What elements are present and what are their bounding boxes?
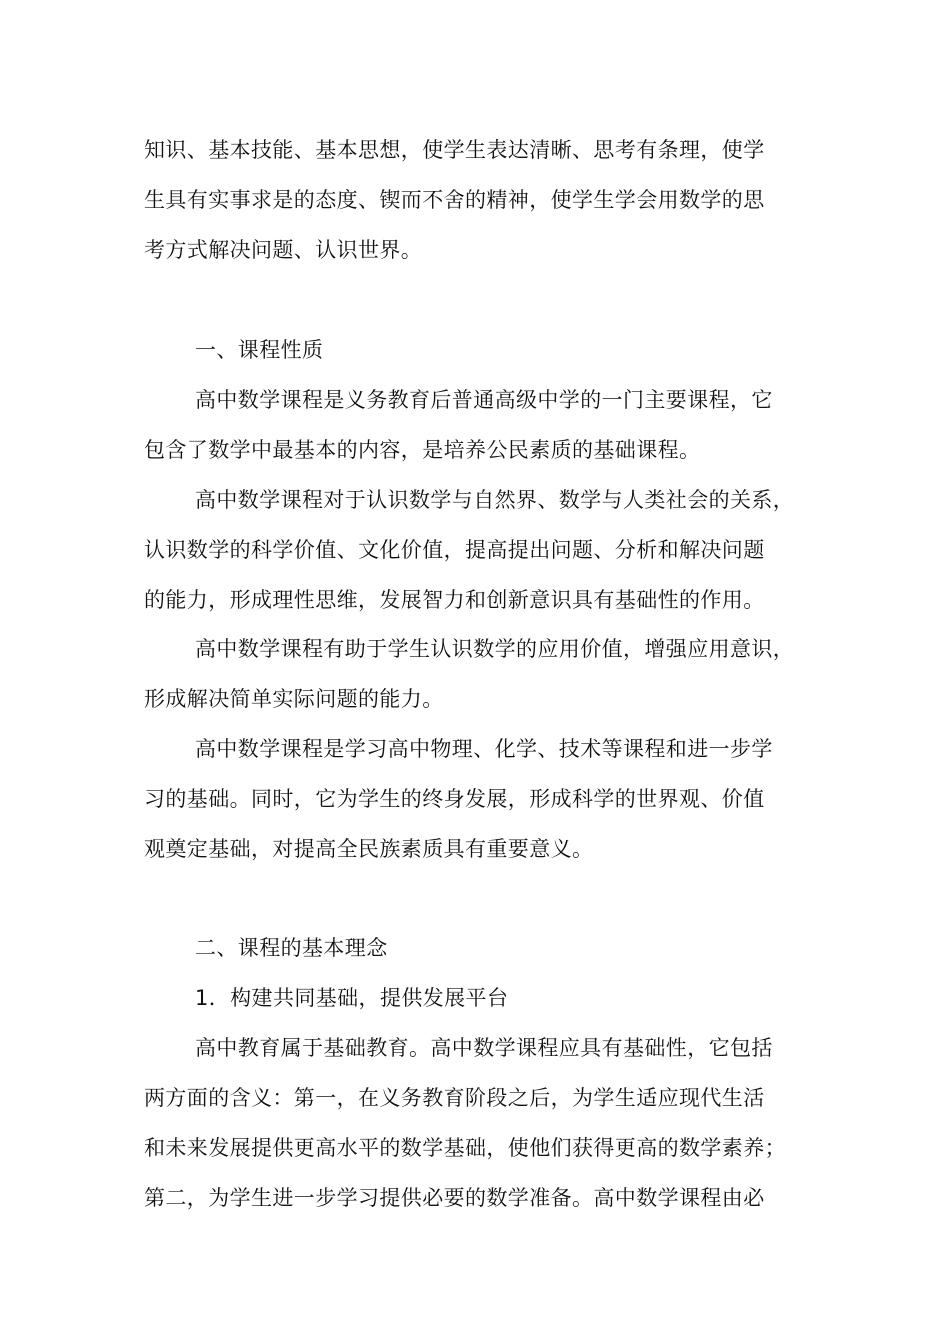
s1-p1-line-2: 包含了数学中最基本的内容，是培养公民素质的基础课程。 [144,438,701,462]
s2-p1-line-1: 高中教育属于基础教育。高中数学课程应具有基础性，它包括 [195,1036,773,1060]
s1-p3-line-2: 形成解决简单实际问题的能力。 [144,687,444,711]
s1-p2-line-2: 认识数学的科学价值、文化价值，提高提出问题、分析和解决问题 [144,538,765,562]
s2-p1-line-4: 第二，为学生进一步学习提供必要的数学准备。高中数学课程由必 [144,1186,765,1210]
section1-heading: 一、课程性质 [195,338,324,362]
s1-p3-line-1: 高中数学课程有助于学生认识数学的应用价值，增强应用意识， [195,637,795,661]
s1-p2-line-3: 的能力，形成理性思维，发展智力和创新意识具有基础性的作用。 [144,588,765,612]
s2-p1-line-2: 两方面的含义：第一，在义务教育阶段之后，为学生适应现代生活 [144,1086,765,1110]
intro-line-2: 生具有实事求是的态度、锲而不舍的精神，使学生学会用数学的思 [144,188,765,212]
s2-p1-line-3: 和未来发展提供更高水平的数学基础，使他们获得更高的数学素养； [144,1136,786,1160]
s1-p4-line-3: 观奠定基础，对提高全民族素质具有重要意义。 [144,837,594,861]
intro-line-3: 考方式解决问题、认识世界。 [144,238,423,262]
s1-p2-line-1: 高中数学课程对于认识数学与自然界、数学与人类社会的关系， [195,488,795,512]
s1-p1-line-1: 高中数学课程是义务教育后普通高级中学的一门主要课程，它 [195,388,773,412]
s1-p4-line-1: 高中数学课程是学习高中物理、化学、技术等课程和进一步学 [195,737,773,761]
s1-p4-line-2: 习的基础。同时，它为学生的终身发展，形成科学的世界观、价值 [144,787,765,811]
intro-line-1: 知识、基本技能、基本思想，使学生表达清晰、思考有条理，使学 [144,138,765,162]
section2-subheading: 1．构建共同基础，提供发展平台 [195,986,509,1010]
section2-heading: 二、课程的基本理念 [195,936,388,960]
